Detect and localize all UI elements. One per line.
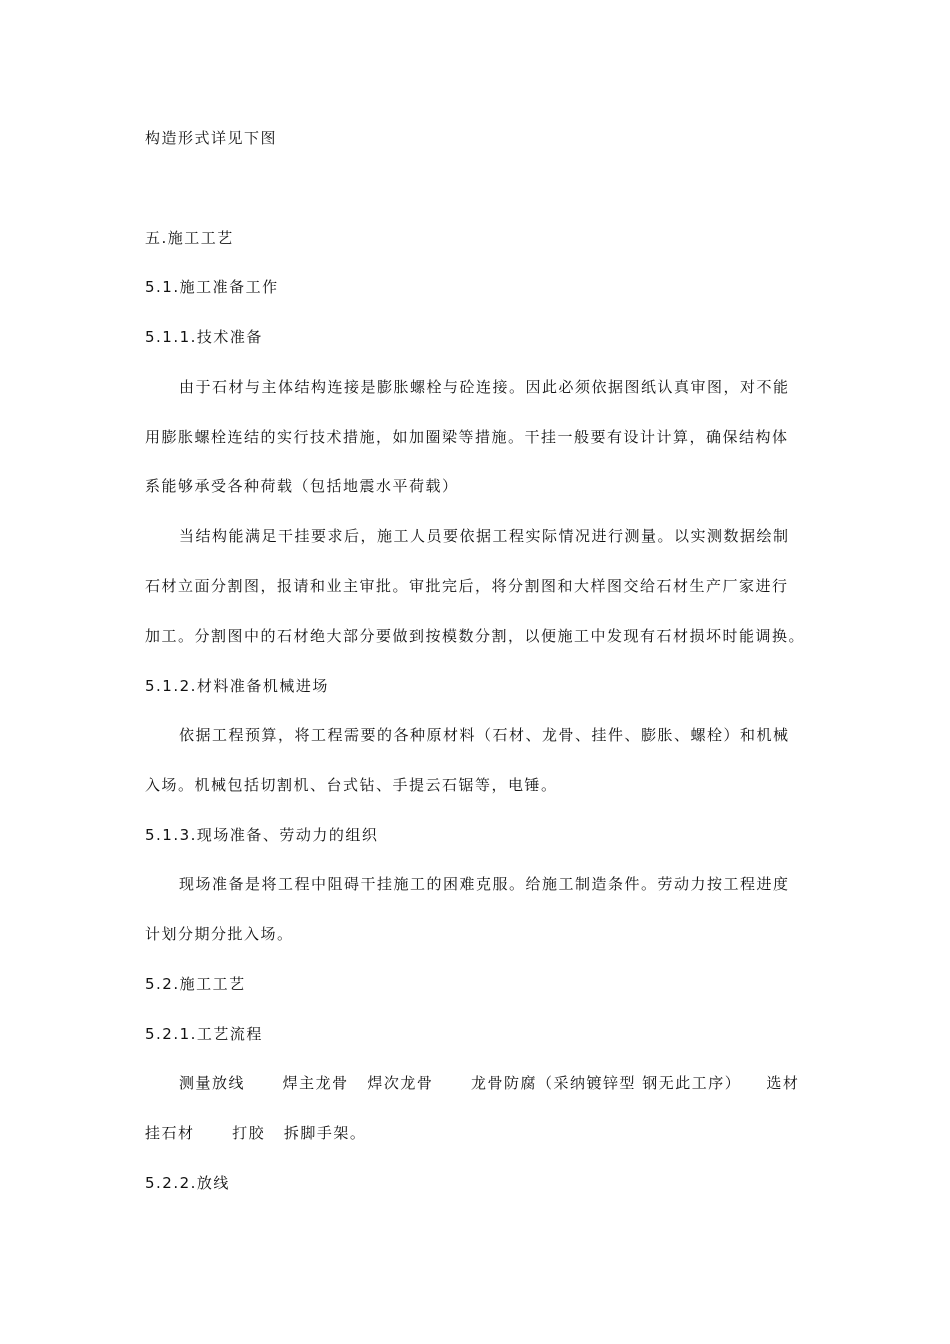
subsubsection-heading: 5.1.1.技术准备 [145,328,263,346]
paragraph-line: 当结构能满足干挂要求后，施工人员要依据工程实际情况进行测量。以实测数据绘制 [179,527,790,545]
paragraph-line: 系能够承受各种荷载（包括地震水平荷载） [145,477,459,495]
process-flow-line: 挂石材 打胶 拆脚手架。 [145,1124,367,1142]
caption-line: 构造形式详见下图 [145,129,278,147]
subsection-heading: 5.1.施工准备工作 [145,278,279,296]
subsubsection-heading: 5.1.3.现场准备、劳动力的组织 [145,826,379,844]
subsubsection-heading: 5.1.2.材料准备机械进场 [145,677,329,695]
paragraph-line: 计划分期分批入场。 [145,925,294,943]
paragraph-line: 现场准备是将工程中阻碍干挂施工的困难克服。给施工制造条件。劳动力按工程进度 [179,875,790,893]
paragraph-line: 入场。机械包括切割机、台式钻、手提云石锯等，电锤。 [145,776,558,794]
process-flow-line: 测量放线 焊主龙骨 焊次龙骨 龙骨防腐（采纳镀锌型 钢无此工序） 选材 [179,1074,800,1092]
section-heading: 五.施工工艺 [145,229,234,247]
subsection-heading: 5.2.施工工艺 [145,975,246,993]
paragraph-line: 用膨胀螺栓连结的实行技术措施，如加圈梁等措施。干挂一般要有设计计算，确保结构体 [145,428,789,446]
paragraph-line: 依据工程预算，将工程需要的各种原材料（石材、龙骨、挂件、膨胀、螺栓）和机械 [179,726,790,744]
paragraph-line: 石材立面分割图，报请和业主审批。审批完后，将分割图和大样图交给石材生产厂家进行 [145,577,789,595]
subsubsection-heading: 5.2.2.放线 [145,1174,230,1192]
subsubsection-heading: 5.2.1.工艺流程 [145,1025,263,1043]
paragraph-line: 加工。分割图中的石材绝大部分要做到按模数分割，以便施工中发现有石材损坏时能调换。 [145,627,806,645]
paragraph-line: 由于石材与主体结构连接是膨胀螺栓与砼连接。因此必须依据图纸认真审图，对不能 [179,378,790,396]
